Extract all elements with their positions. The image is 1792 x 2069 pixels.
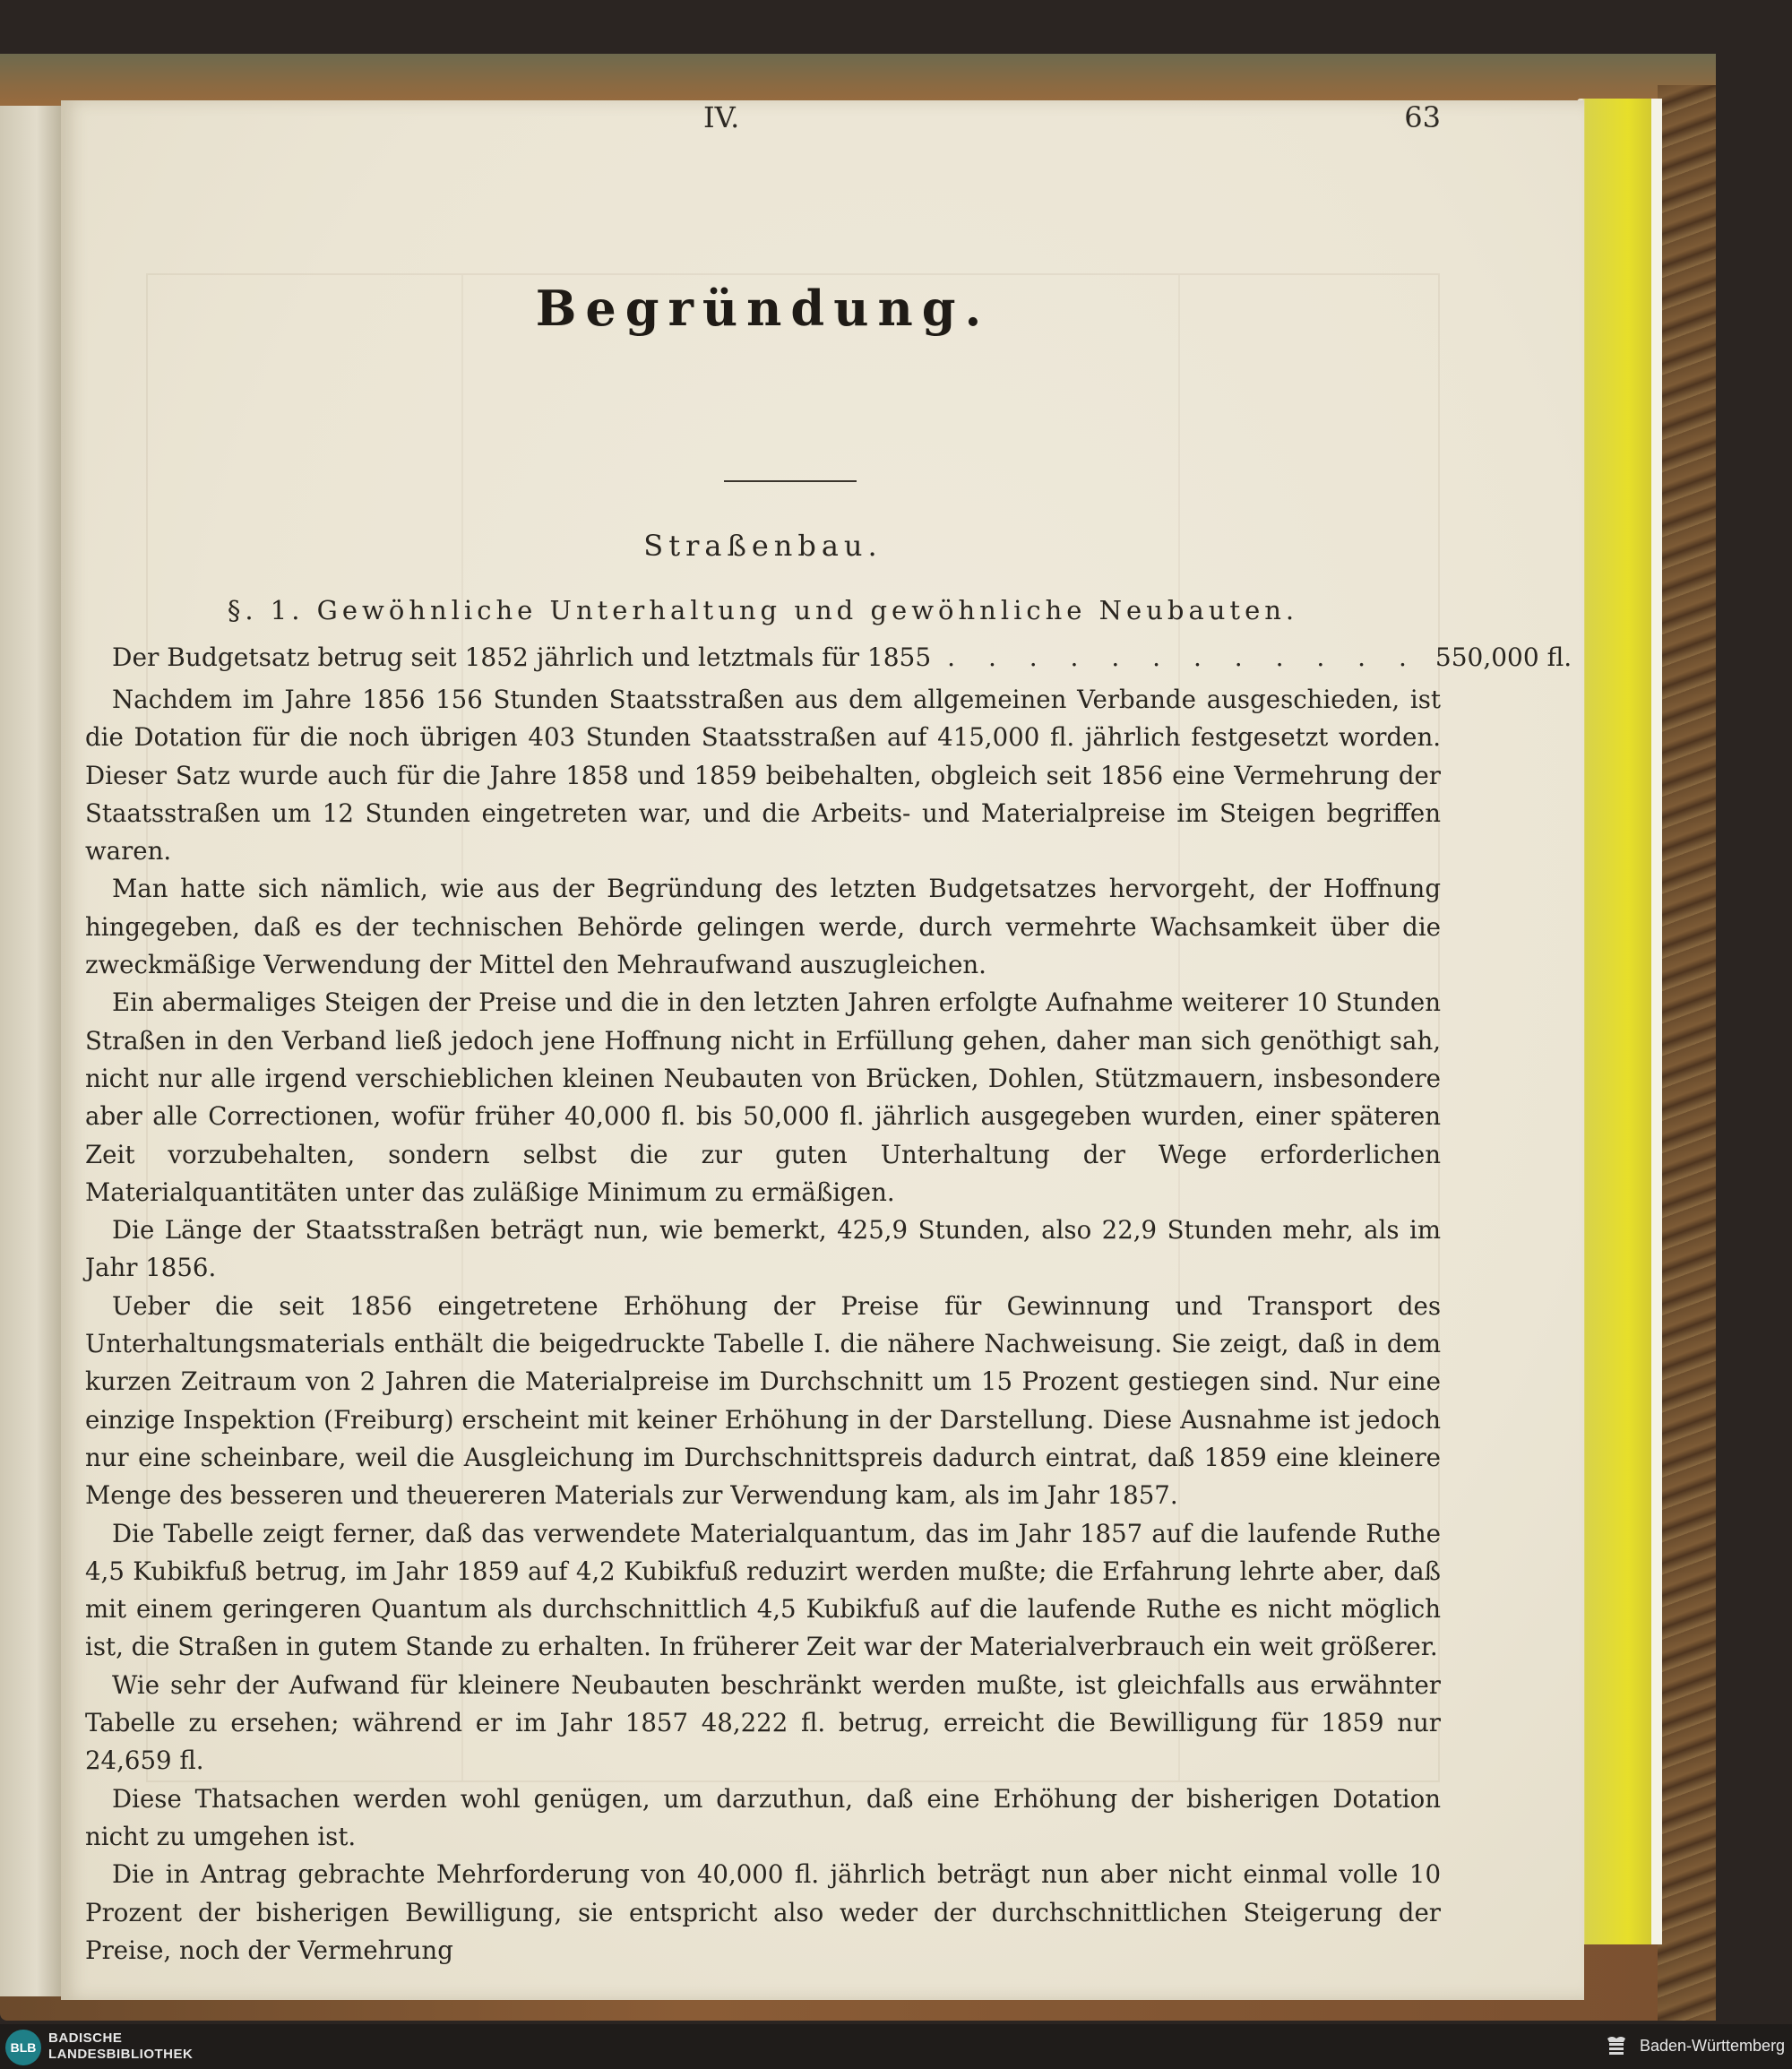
library-name[interactable] xyxy=(48,2030,193,2063)
budget-line-amount: 550,000 fl. xyxy=(1434,642,1572,672)
page-number: 63 xyxy=(1404,100,1441,134)
budget-line xyxy=(112,642,1572,672)
viewer-footer xyxy=(0,2024,1792,2069)
section-title: Straßenbau. xyxy=(643,529,883,563)
paragraph: Diese Thatsachen werden wohl genügen, um darzuthun, daß eine Erhöhung der bisherigen Dotation nicht zu umgehen ist. xyxy=(85,1783,1441,1851)
library-name-line1: BADISCHE xyxy=(48,2030,123,2046)
library-name-line2: LANDESBIBLIOTHEK xyxy=(48,2047,194,2062)
facing-page-edge xyxy=(0,106,61,1996)
chapter-number: IV. xyxy=(703,100,740,134)
book-cover-top-edge xyxy=(0,54,1716,108)
state-name[interactable]: Baden-Württemberg xyxy=(1640,2037,1786,2055)
page-title: Begründung. xyxy=(535,280,991,337)
paragraph: Ueber die seit 1856 eingetretene Erhöhung der Preise für Gewinnung und Transport des Unterhaltungsmaterials enthält die beigedruckte Tabelle I. die nähere Nachweisung. Sie zeigt, daß in dem kurzen Zeitraum von 2 Jahren die Materialpreise im Durchschnitt um 15 Prozent gestiegen sind. Nur eine einzige Inspektion (Freiburg) erscheint mit keiner Erhöhung in der Darstellung. Diese Ausnahme ist jedoch nur eine scheinbare, weil die Ausgleichung im Durchschnittspreis dadurch eintrat, daß 1859 eine kleinere Menge des besseren und theuereren Materials zur Verwendung kam, als im Jahr 1857. xyxy=(85,1290,1441,1511)
budget-line-leader: . . . . . . . . . . . . xyxy=(947,642,1419,672)
body-text xyxy=(85,681,1441,1970)
paragraph: Die in Antrag gebrachte Mehrforderung von 40,000 fl. jährlich beträgt nun aber nicht einmal volle 10 Prozent der bisherigen Bewilligung, sie entspricht also weder der durchschnittlichen Steigerung der Preise, noch der Vermehrung xyxy=(85,1859,1441,1965)
budget-line-text: Der Budgetsatz betrug seit 1852 jährlich und letztmals für 1855 xyxy=(112,642,932,672)
paragraph: Ein abermaliges Steigen der Preise und die in den letzten Jahren erfolgte Aufnahme weiterer 10 Stunden Straßen in den Verband ließ jedoch jene Hoffnung nicht in Erfüllung gehen, daher man sich genöthigt sah, nicht nur alle irgend verschieblichen kleinen Neubauten von Brücken, Dohlen, Stützmauern, insbesondere aber alle Correctionen, wofür früher 40,000 fl. bis 50,000 fl. jährlich ausgegeben wurden, einer späteren Zeit vorzubehalten, sondern selbst die zur guten Unterhaltung der Wege erforderlichen Materialquantitäten unter das zuläßige Minimum zu ermäßigen. xyxy=(85,987,1441,1207)
page-edges xyxy=(1577,99,1662,1944)
running-header xyxy=(85,100,1441,136)
paragraph: Die Länge der Staatsstraßen beträgt nun, wie bemerkt, 425,9 Stunden, also 22,9 Stunden mehr, als im Jahr 1856. xyxy=(85,1215,1441,1283)
paragraph: Wie sehr der Aufwand für kleinere Neubauten beschränkt werden mußte, ist gleichfalls aus erwähnter Tabelle zu ersehen; während er im Jahr 1857 48,222 fl. betrug, erreicht die Bewilligung für 1859 nur 24,659 fl. xyxy=(85,1669,1441,1776)
paragraph-heading: §. 1. Gewöhnliche Unterhaltung und gewöhnliche Neubauten. xyxy=(227,595,1299,625)
book-cover-right-edge xyxy=(1658,85,1716,2021)
paragraph: Die Tabelle zeigt ferner, daß das verwendete Materialquantum, das im Jahr 1857 auf die laufende Ruthe 4,5 Kubikfuß betrug, im Jahr 1859 auf 4,2 Kubikfuß reduzirt werden mußte; die Erfahrung lehrte aber, daß mit einem geringeren Quantum als durchschnittlich 4,5 Kubikfuß auf die laufende Ruthe es nicht möglich ist, die Straßen in gutem Stande zu erhalten. In früherer Zeit war der Materialverbrauch ein weit größerer. xyxy=(85,1518,1441,1662)
paragraph: Man hatte sich nämlich, wie aus der Begründung des letzten Budgetsatzes hervorgeht, der Hoffnung hingegeben, daß es der technischen Behörde gelingen werde, durch vermehrte Wachsamkeit über die zweckmäßige Verwendung der Mittel den Mehraufwand auszugleichen. xyxy=(85,874,1441,980)
paragraph: Nachdem im Jahre 1856 156 Stunden Staatsstraßen aus dem allgemeinen Verbande ausgeschieden, ist die Dotation für die noch übrigen 403 Stunden Staatsstraßen auf 415,000 fl. jährlich festgesetzt worden. Dieser Satz wurde auch für die Jahre 1858 und 1859 beibehalten, obgleich seit 1856 eine Vermehrung der Staatsstraßen um 12 Stunden eingetreten war, und die Arbeits- und Materialpreise im Steigen begriffen waren. xyxy=(85,685,1441,866)
state-coat-of-arms-icon xyxy=(1604,2033,1631,2060)
title-rule xyxy=(724,480,857,482)
blb-logo[interactable]: BLB xyxy=(5,2030,41,2065)
